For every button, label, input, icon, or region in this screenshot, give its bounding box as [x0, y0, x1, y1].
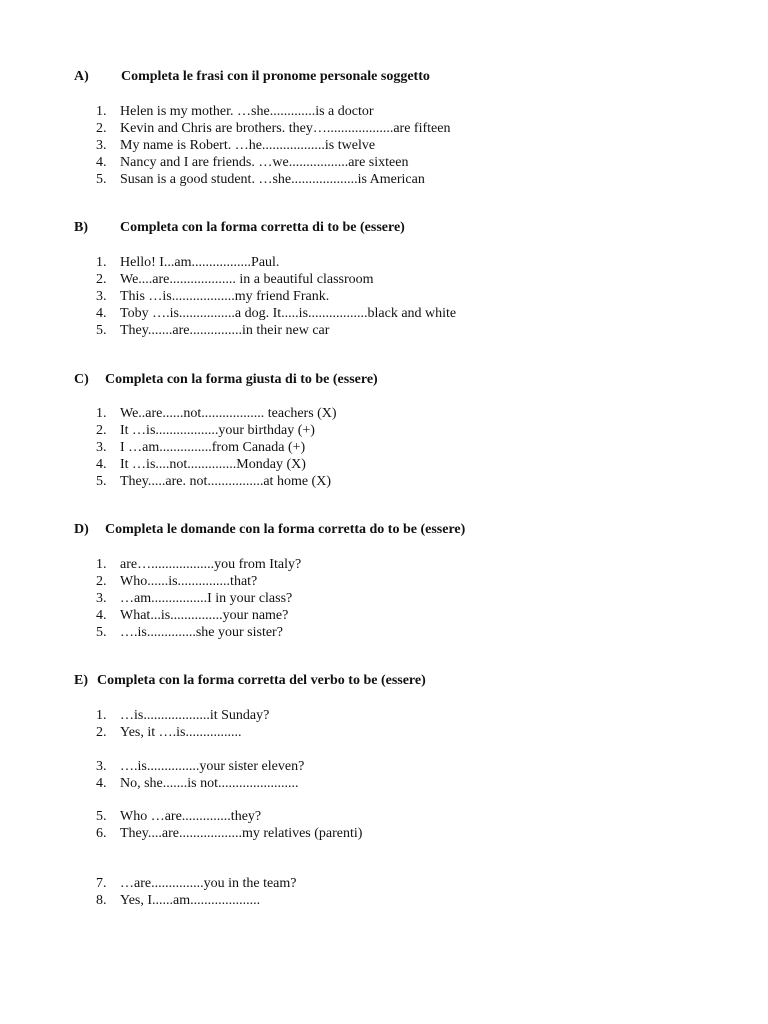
- item-text: What...is...............your name?: [120, 608, 289, 623]
- section-title: Completa con la forma giusta di to be (essere): [105, 372, 378, 387]
- section-letter: C): [74, 372, 89, 387]
- item-number: 4.: [96, 155, 107, 170]
- item-number: 4.: [96, 776, 107, 791]
- item-number: 1.: [96, 104, 107, 119]
- item-number: 2.: [96, 423, 107, 438]
- item-text: We....are................... in a beautiful classroom: [120, 272, 374, 287]
- item-text: ….is...............your sister eleven?: [120, 759, 305, 774]
- item-text: are…..................you from Italy?: [120, 557, 302, 572]
- section-letter: B): [74, 220, 88, 235]
- item-number: 1.: [96, 708, 107, 723]
- item-number: 4.: [96, 306, 107, 321]
- item-number: 3.: [96, 591, 107, 606]
- item-number: 8.: [96, 893, 107, 908]
- item-text: They....are..................my relatives (parenti): [120, 826, 363, 841]
- item-number: 2.: [96, 574, 107, 589]
- item-number: 4.: [96, 608, 107, 623]
- item-text: Yes, it ….is................: [120, 725, 242, 740]
- item-text: This …is..................my friend Frank.: [120, 289, 330, 304]
- item-text: We..are......not.................. teachers (X): [120, 406, 337, 421]
- item-number: 3.: [96, 289, 107, 304]
- item-number: 3.: [96, 440, 107, 455]
- item-text: Who......is...............that?: [120, 574, 258, 589]
- item-number: 4.: [96, 457, 107, 472]
- item-text: No, she.......is not.......................: [120, 776, 299, 791]
- item-text: Who …are..............they?: [120, 809, 262, 824]
- item-number: 5.: [96, 323, 107, 338]
- item-text: It …is....not..............Monday (X): [120, 457, 306, 472]
- item-text: …are...............you in the team?: [120, 876, 297, 891]
- item-text: Toby ….is................a dog. It.....is.................black and white: [120, 306, 457, 321]
- item-text: Yes, I......am....................: [120, 893, 261, 908]
- item-text: Susan is a good student. …she...................is American: [120, 172, 425, 187]
- item-text: I …am...............from Canada (+): [120, 440, 306, 455]
- item-number: 5.: [96, 172, 107, 187]
- item-text: Hello! I...am.................Paul.: [120, 255, 280, 270]
- section-title: Completa le frasi con il pronome personale soggetto: [121, 69, 430, 84]
- item-number: 2.: [96, 121, 107, 136]
- section-title: Completa con la forma corretta di to be (essere): [120, 220, 405, 235]
- item-number: 2.: [96, 272, 107, 287]
- item-text: Kevin and Chris are brothers. they…...................are fifteen: [120, 121, 451, 136]
- item-number: 1.: [96, 406, 107, 421]
- item-number: 6.: [96, 826, 107, 841]
- item-text: They.....are. not................at home (X): [120, 474, 331, 489]
- item-number: 7.: [96, 876, 107, 891]
- section-letter: A): [74, 69, 89, 84]
- item-text: It …is..................your birthday (+): [120, 423, 315, 438]
- item-text: My name is Robert. …he..................is twelve: [120, 138, 376, 153]
- item-text: …is...................it Sunday?: [120, 708, 270, 723]
- item-text: ….is..............she your sister?: [120, 625, 283, 640]
- section-letter: E): [74, 673, 88, 688]
- item-number: 2.: [96, 725, 107, 740]
- item-number: 3.: [96, 759, 107, 774]
- item-number: 5.: [96, 625, 107, 640]
- item-number: 3.: [96, 138, 107, 153]
- item-number: 5.: [96, 809, 107, 824]
- item-text: Nancy and I are friends. …we.................are sixteen: [120, 155, 409, 170]
- item-number: 1.: [96, 255, 107, 270]
- section-title: Completa le domande con la forma corretta do to be (essere): [105, 522, 466, 537]
- item-text: …am................I in your class?: [120, 591, 293, 606]
- item-text: They.......are...............in their new car: [120, 323, 330, 338]
- section-letter: D): [74, 522, 89, 537]
- item-text: Helen is my mother. …she.............is a doctor: [120, 104, 374, 119]
- item-number: 1.: [96, 557, 107, 572]
- section-title: Completa con la forma corretta del verbo to be (essere): [97, 673, 426, 688]
- item-number: 5.: [96, 474, 107, 489]
